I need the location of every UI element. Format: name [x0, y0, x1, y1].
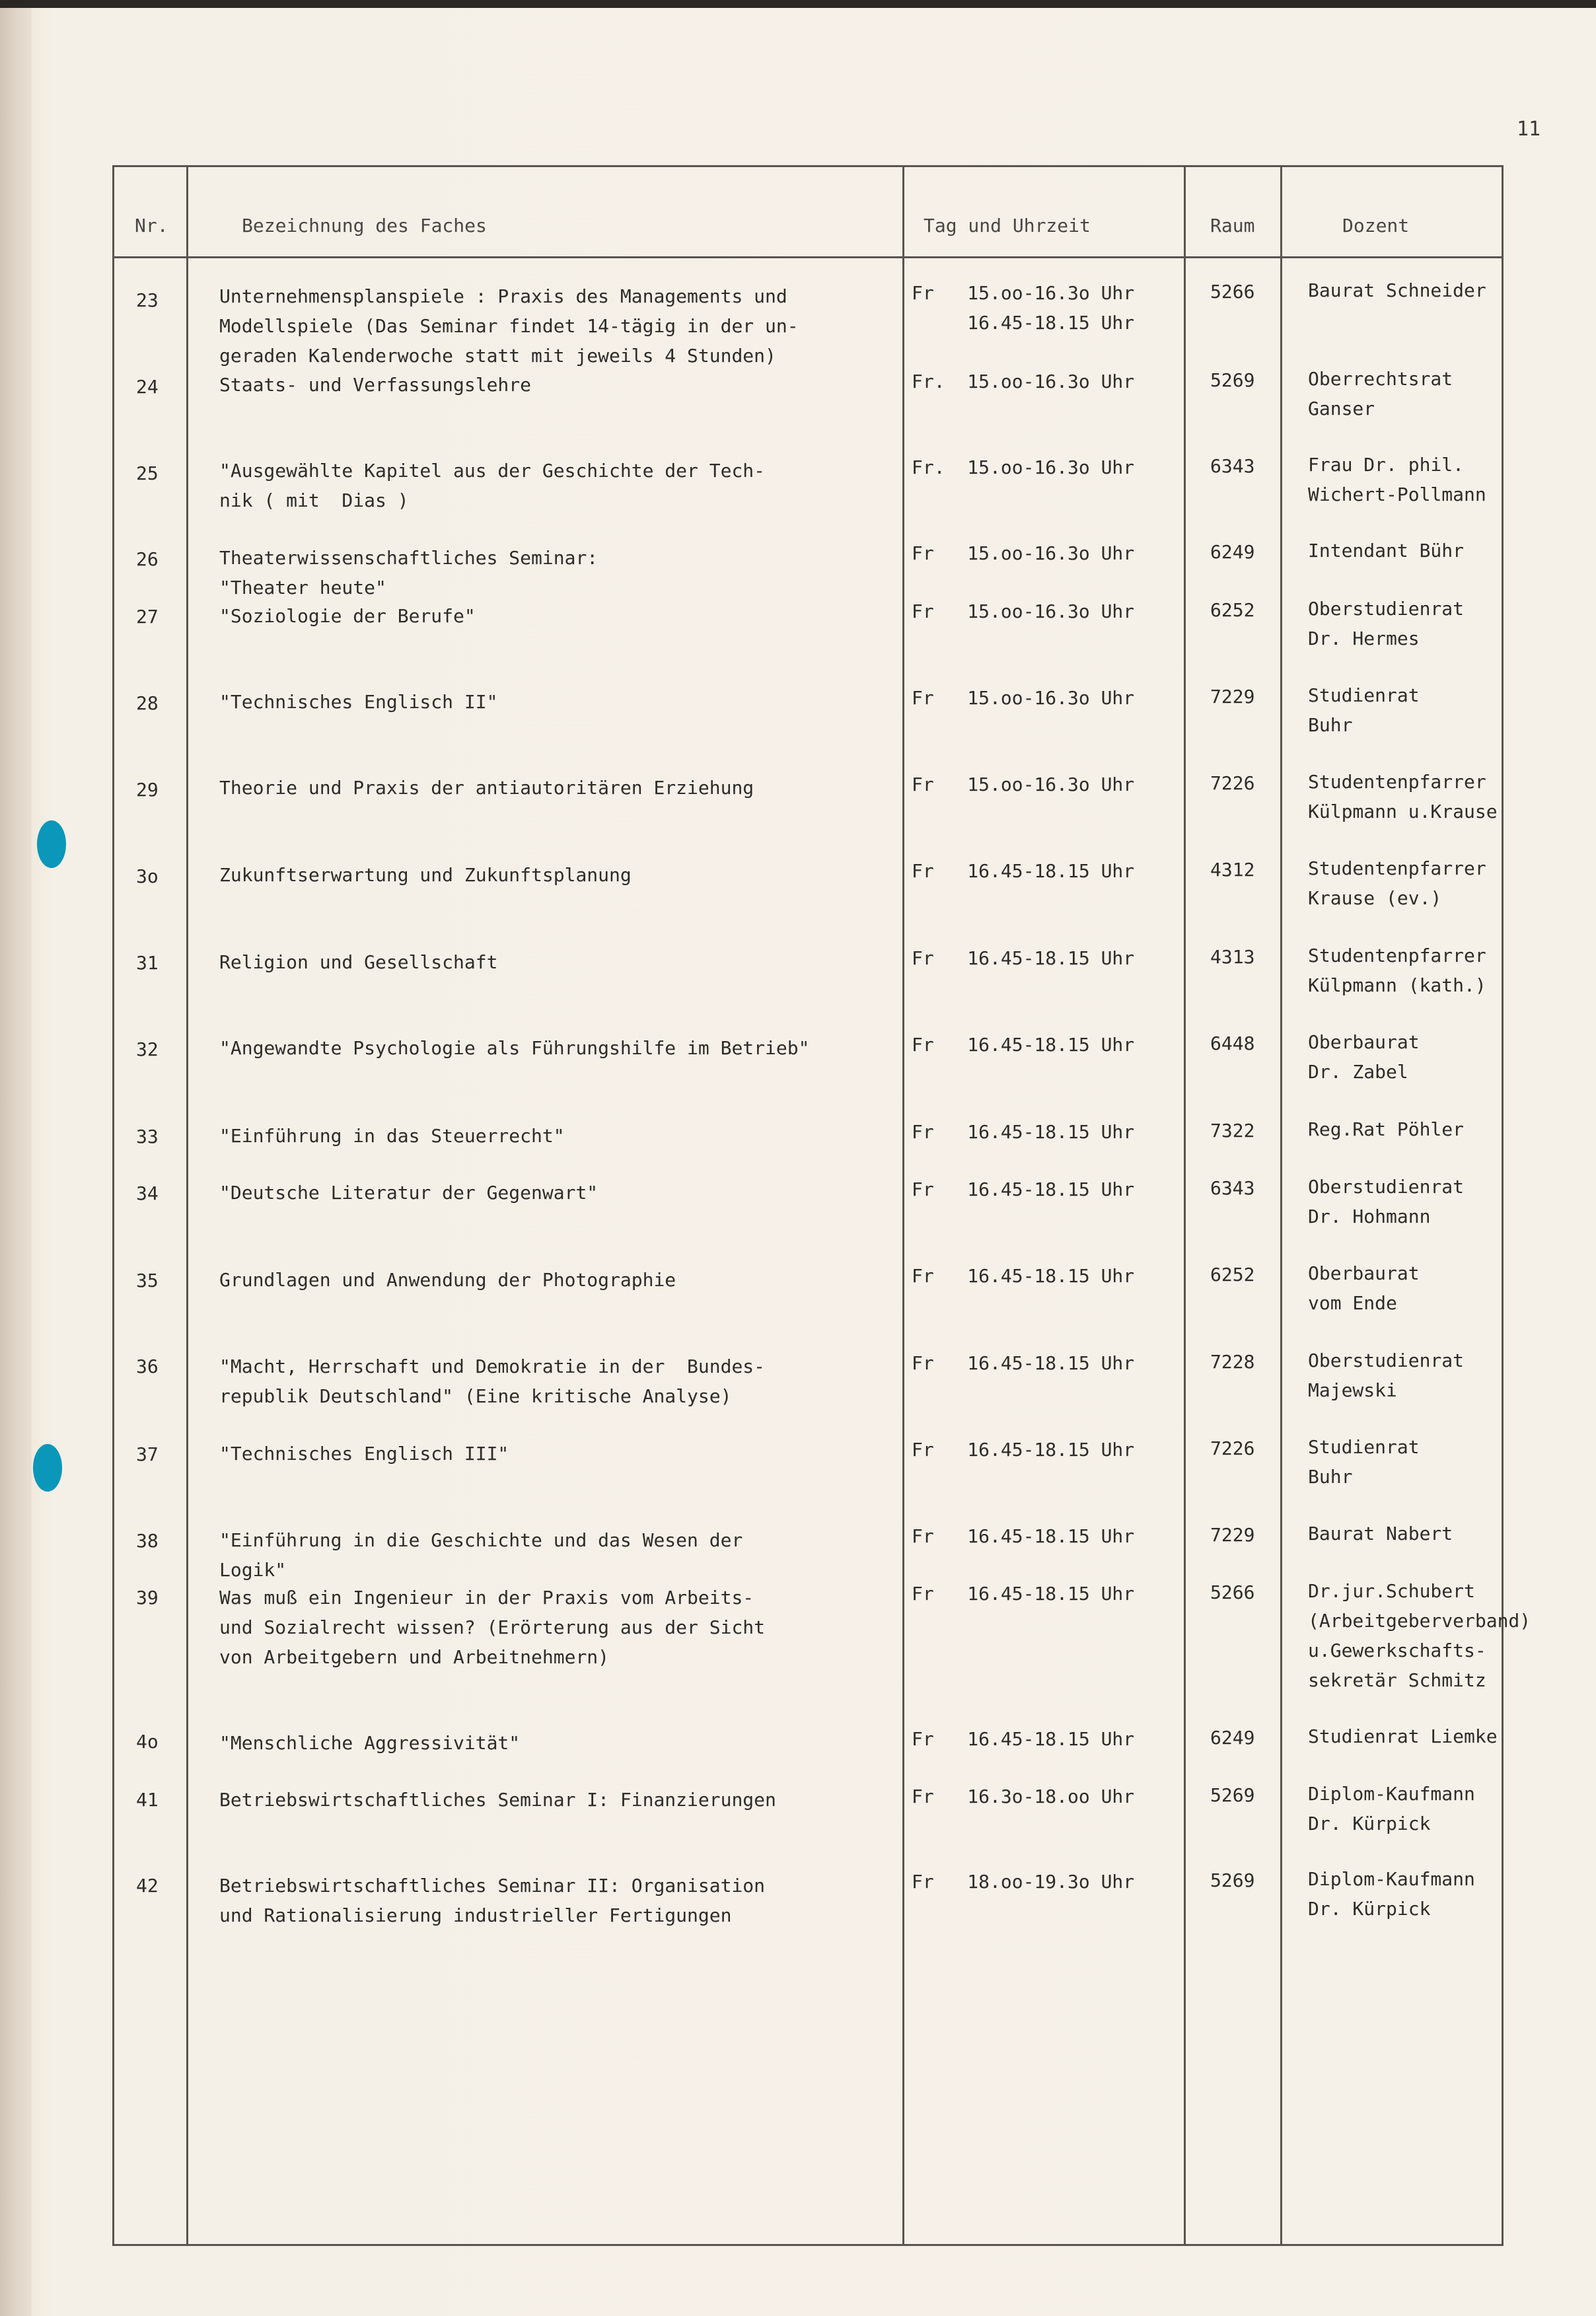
row-raum: 5269	[1210, 1784, 1255, 1806]
row-tag-uhrzeit: Fr 16.45-18.15 Uhr	[912, 947, 1135, 969]
row-nr: 34	[136, 1182, 159, 1204]
row-nr: 27	[136, 606, 159, 628]
row-nr: 29	[136, 779, 159, 801]
row-raum: 7322	[1210, 1120, 1255, 1141]
row-dozent: Studienrat Buhr	[1308, 684, 1420, 736]
row-tag-uhrzeit: Fr 16.45-18.15 Uhr	[912, 1583, 1135, 1605]
row-nr: 35	[136, 1270, 159, 1291]
row-tag-uhrzeit: Fr 16.45-18.15 Uhr	[912, 1728, 1135, 1750]
row-raum: 6343	[1210, 1177, 1255, 1199]
row-tag-uhrzeit: Fr 16.45-18.15 Uhr	[912, 1439, 1135, 1461]
row-bezeichnung: Zukunftserwartung und Zukunftsplanung	[219, 864, 632, 886]
row-nr: 31	[136, 952, 159, 974]
scan-top-border	[0, 0, 1596, 8]
page-number: 11	[1517, 118, 1541, 141]
column-divider-tag	[1184, 165, 1186, 2246]
row-bezeichnung: Unternehmensplanspiele : Praxis des Managements und Modellspiele (Das Seminar findet 14-tägig in der un- geraden Kalenderwoche statt mit jeweils 4 Stunden)	[219, 285, 799, 367]
row-dozent: Studentenpfarrer Krause (ev.)	[1308, 857, 1486, 909]
row-raum: 6343	[1210, 455, 1255, 477]
row-bezeichnung: "Angewandte Psychologie als Führungshilfe im Betrieb"	[219, 1037, 810, 1059]
row-raum: 6252	[1210, 1264, 1255, 1285]
row-bezeichnung: Theaterwissenschaftliches Seminar: "Theater heute"	[219, 547, 598, 598]
row-raum: 7229	[1210, 686, 1255, 707]
row-dozent: Reg.Rat Pöhler	[1308, 1118, 1465, 1140]
row-dozent: Studentenpfarrer Külpmann u.Krause	[1308, 771, 1498, 822]
row-dozent: Oberbaurat vom Ende	[1308, 1262, 1420, 1314]
row-dozent: Oberrechtsrat Ganser	[1308, 368, 1453, 419]
column-divider-raum	[1280, 165, 1282, 2246]
row-tag-uhrzeit: Fr 16.45-18.15 Uhr	[912, 1352, 1135, 1374]
row-nr: 32	[136, 1038, 159, 1060]
column-divider-bezeichnung	[902, 165, 904, 2246]
row-bezeichnung: Betriebswirtschaftliches Seminar II: Organisation und Rationalisierung industrieller Fertigungen	[219, 1875, 766, 1926]
header-nr: Nr.	[135, 215, 168, 236]
row-bezeichnung: Grundlagen und Anwendung der Photographie	[219, 1269, 676, 1291]
row-dozent: Oberbaurat Dr. Zabel	[1308, 1031, 1420, 1083]
row-nr: 33	[136, 1126, 159, 1147]
row-tag-uhrzeit: Fr 15.oo-16.3o Uhr	[912, 600, 1135, 622]
row-raum: 5266	[1210, 1581, 1255, 1603]
row-tag-uhrzeit: Fr 16.45-18.15 Uhr	[912, 1034, 1135, 1056]
header-raum: Raum	[1210, 215, 1255, 236]
row-raum: 7226	[1210, 1437, 1255, 1459]
row-dozent: Studienrat Buhr	[1308, 1436, 1420, 1488]
row-bezeichnung: Theorie und Praxis der antiautoritären Erziehung	[219, 777, 754, 799]
row-tag-uhrzeit: Fr 15.oo-16.3o Uhr	[912, 774, 1135, 795]
row-raum: 7228	[1210, 1351, 1255, 1373]
row-bezeichnung: Was muß ein Ingenieur in der Praxis vom Arbeits- und Sozialrecht wissen? (Erörterung aus der Sicht von Arbeitgebern und Arbeitnehmern)	[219, 1587, 766, 1668]
row-bezeichnung: Betriebswirtschaftliches Seminar I: Finanzierungen	[219, 1789, 776, 1811]
row-tag-uhrzeit: Fr. 15.oo-16.3o Uhr	[912, 456, 1135, 478]
row-nr: 39	[136, 1587, 159, 1609]
row-bezeichnung: Staats- und Verfassungslehre	[219, 374, 532, 396]
row-dozent: Frau Dr. phil. Wichert-Pollmann	[1308, 454, 1486, 505]
header-divider	[112, 256, 1504, 258]
row-raum: 4312	[1210, 859, 1255, 881]
row-dozent: Oberstudienrat Majewski	[1308, 1350, 1465, 1401]
row-bezeichnung: Religion und Gesellschaft	[219, 951, 498, 973]
row-bezeichnung: "Soziologie der Berufe"	[219, 605, 476, 627]
row-dozent: Studienrat Liemke	[1308, 1725, 1498, 1747]
row-dozent: Diplom-Kaufmann Dr. Kürpick	[1308, 1783, 1475, 1834]
row-dozent: Oberstudienrat Dr. Hermes	[1308, 598, 1465, 649]
column-divider-nr	[186, 165, 188, 2246]
row-bezeichnung: "Einführung in das Steuerrecht"	[219, 1125, 565, 1147]
row-raum: 6448	[1210, 1032, 1255, 1054]
row-dozent: Intendant Bühr	[1308, 540, 1465, 561]
row-raum: 4313	[1210, 946, 1255, 968]
row-tag-uhrzeit: Fr 18.oo-19.3o Uhr	[912, 1871, 1135, 1893]
row-nr: 23	[136, 289, 159, 311]
row-tag-uhrzeit: Fr 16.45-18.15 Uhr	[912, 1525, 1135, 1547]
punch-hole-bottom	[33, 1444, 62, 1492]
row-raum: 6249	[1210, 541, 1255, 563]
row-nr: 28	[136, 692, 159, 714]
row-nr: 41	[136, 1789, 159, 1811]
row-dozent: Studentenpfarrer Külpmann (kath.)	[1308, 945, 1486, 996]
row-nr: 4o	[136, 1731, 159, 1753]
row-raum: 5269	[1210, 1869, 1255, 1891]
row-bezeichnung: "Deutsche Literatur der Gegenwart"	[219, 1182, 598, 1204]
row-raum: 5266	[1210, 281, 1255, 303]
row-nr: 25	[136, 462, 159, 484]
row-raum: 6249	[1210, 1727, 1255, 1749]
row-tag-uhrzeit: Fr 15.oo-16.3o Uhr	[912, 687, 1135, 709]
row-bezeichnung: "Technisches Englisch III"	[219, 1443, 509, 1465]
row-nr: 24	[136, 376, 159, 398]
row-bezeichnung: "Einführung in die Geschichte und das Wesen der Logik"	[219, 1529, 743, 1581]
row-raum: 7229	[1210, 1524, 1255, 1546]
row-tag-uhrzeit: Fr 16.45-18.15 Uhr	[912, 1178, 1135, 1200]
row-dozent: Baurat Schneider	[1308, 279, 1486, 301]
row-tag-uhrzeit: Fr 16.45-18.15 Uhr	[912, 860, 1135, 882]
row-dozent: Oberstudienrat Dr. Hohmann	[1308, 1176, 1465, 1227]
row-nr: 38	[136, 1530, 159, 1552]
row-bezeichnung: "Menschliche Aggressivität"	[219, 1732, 521, 1754]
row-raum: 6252	[1210, 599, 1255, 621]
row-nr: 42	[136, 1875, 159, 1897]
row-nr: 3o	[136, 865, 159, 887]
header-bezeichnung: Bezeichnung des Faches	[242, 215, 487, 236]
row-tag-uhrzeit: Fr. 15.oo-16.3o Uhr	[912, 371, 1135, 392]
row-raum: 5269	[1210, 369, 1255, 391]
row-bezeichnung: "Ausgewählte Kapitel aus der Geschichte der Tech- nik ( mit Dias )	[219, 460, 766, 511]
row-nr: 26	[136, 548, 159, 570]
row-tag-uhrzeit: Fr 15.oo-16.3o Uhr 16.45-18.15 Uhr	[912, 282, 1135, 334]
row-tag-uhrzeit: Fr 16.45-18.15 Uhr	[912, 1121, 1135, 1143]
row-nr: 36	[136, 1356, 159, 1377]
row-nr: 37	[136, 1443, 159, 1465]
header-tag-uhrzeit: Tag und Uhrzeit	[924, 215, 1091, 236]
row-dozent: Diplom-Kaufmann Dr. Kürpick	[1308, 1868, 1475, 1920]
row-bezeichnung: "Macht, Herrschaft und Demokratie in der Bundes- republik Deutschland" (Eine kritische Analyse)	[219, 1356, 766, 1407]
punch-hole-top	[37, 820, 66, 868]
row-tag-uhrzeit: Fr 15.oo-16.3o Uhr	[912, 542, 1135, 564]
row-dozent: Dr.jur.Schubert (Arbeitgeberverband) u.Gewerkschafts- sekretär Schmitz	[1308, 1580, 1531, 1691]
row-dozent: Baurat Nabert	[1308, 1523, 1453, 1544]
row-tag-uhrzeit: Fr 16.45-18.15 Uhr	[912, 1265, 1135, 1287]
header-dozent: Dozent	[1342, 215, 1410, 236]
row-raum: 7226	[1210, 772, 1255, 794]
row-bezeichnung: "Technisches Englisch II"	[219, 691, 498, 713]
page-left-edge	[0, 0, 32, 2316]
row-tag-uhrzeit: Fr 16.3o-18.oo Uhr	[912, 1786, 1135, 1807]
